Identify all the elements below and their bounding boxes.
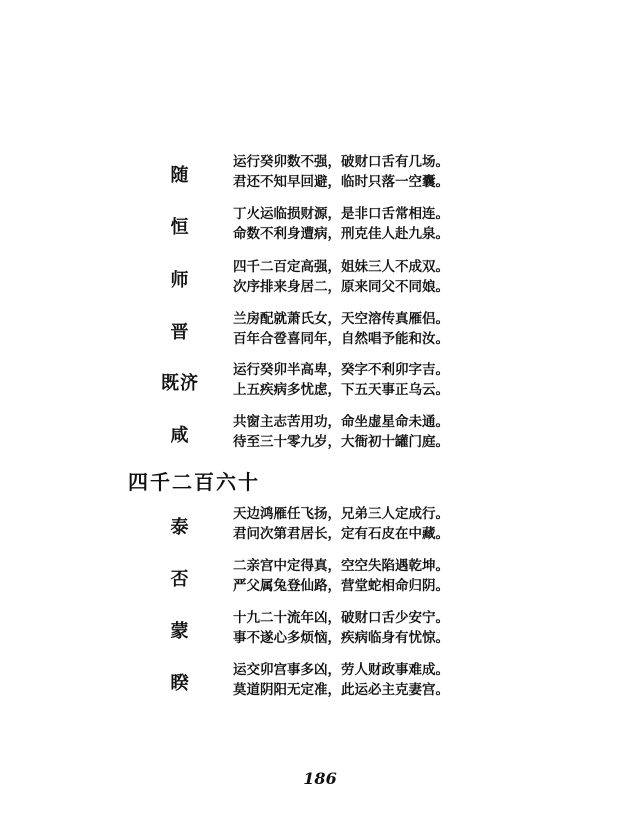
- entry-8: [0, 556, 640, 596]
- verse-line: 丁火运临损财源，是非口舌常相连。: [233, 206, 449, 222]
- verse: [233, 660, 449, 700]
- verse: [233, 309, 449, 349]
- verse: [233, 556, 449, 596]
- verse: [233, 152, 449, 192]
- entry-3: [0, 257, 640, 297]
- verse-line: 十九二十流年凶，破财口舌少安宁。: [233, 610, 449, 626]
- verse-line: 共窗主志苦用功，命坐虚星命未通。: [233, 414, 449, 430]
- verse-line: 严父属兔登仙路，营堂蛇相命归阴。: [233, 578, 449, 594]
- verse-line: 命数不利身遭病，刑克佳人赴九泉。: [233, 226, 449, 242]
- entry-1: [0, 152, 640, 192]
- verse-line: 运行癸卯数不强，破财口舌有几场。: [233, 154, 449, 170]
- verse: [233, 204, 449, 244]
- verse: [233, 360, 449, 400]
- hexagram-name: 蒙: [170, 621, 190, 642]
- hexagram-name: 否: [170, 569, 190, 590]
- verse: [233, 608, 449, 648]
- hexagram-name: 恒: [170, 217, 190, 238]
- entry-10: [0, 660, 640, 700]
- verse: [233, 412, 449, 452]
- verse-line: 四千二百定高强，姐妹三人不成双。: [233, 259, 449, 275]
- hexagram-name: 晋: [170, 322, 190, 343]
- page-number: 186: [303, 769, 337, 788]
- entry-4: [0, 309, 640, 349]
- entry-2: [0, 204, 640, 244]
- hexagram-name: 睽: [170, 673, 190, 694]
- verse-line: 百年合卺喜同年，自然唱予能和汝。: [233, 331, 449, 347]
- verse-line: 上五疾病多忧虑，下五天事正乌云。: [233, 382, 449, 398]
- hexagram-name: 师: [170, 270, 190, 291]
- verse-line: 运行癸卯半高卑，癸字不利卯字吉。: [233, 362, 449, 378]
- verse-line: 二亲宫中定得真，空空失陷遇乾坤。: [233, 558, 449, 574]
- hexagram-name: 既济: [161, 373, 199, 394]
- entry-7: [0, 504, 640, 544]
- entry-9: [0, 608, 640, 648]
- verse-line: 君问次第君居长，定有石皮在中藏。: [233, 526, 449, 542]
- entry-6: [0, 412, 640, 452]
- verse-line: 兰房配就萧氏女，天空溶传真雁侣。: [233, 311, 449, 327]
- hexagram-name: 随: [170, 165, 190, 186]
- verse-line: 事不遂心多烦恼，疾病临身有忧惊。: [233, 630, 449, 646]
- verse-line: 天边鸿雁任飞扬，兄弟三人定成行。: [233, 506, 449, 522]
- verse: [233, 257, 449, 297]
- hexagram-name: 泰: [170, 517, 190, 538]
- verse-line: 次序排来身居二，原来同父不同娘。: [233, 279, 449, 295]
- hexagram-name: 咸: [170, 425, 190, 446]
- verse-line: 君还不知早回避，临时只落一空囊。: [233, 174, 449, 190]
- entry-5: [0, 360, 640, 400]
- verse: [233, 504, 449, 544]
- verse-line: 待至三十零九岁，大衙初十罐门庭。: [233, 434, 449, 450]
- verse-line: 莫道阴阳无定准，此运必主克妻宫。: [233, 682, 449, 698]
- verse-line: 运交卯宫事多凶，劳人财政事难成。: [233, 662, 449, 678]
- section-heading: 四千二百六十: [128, 470, 260, 494]
